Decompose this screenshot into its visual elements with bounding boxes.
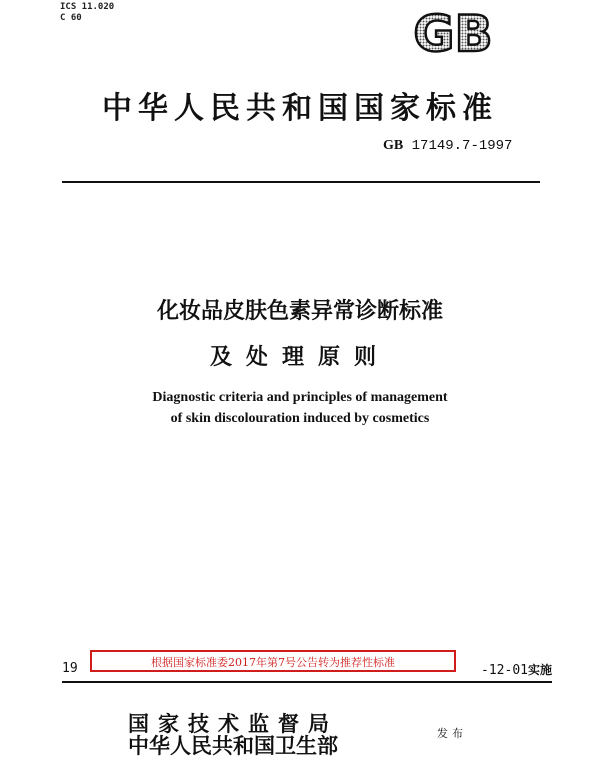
ccs-code: C 60: [60, 13, 82, 23]
implementation-date: [481, 661, 552, 678]
issuer-technical-supervision: 国家技术监督局: [128, 711, 338, 736]
standard-number: [383, 138, 512, 154]
english-title-line2: of skin discolouration induced by cosmetics: [170, 411, 430, 426]
bottom-divider: [62, 681, 552, 683]
english-title-line1: Diagnostic criteria and principles of management: [152, 390, 448, 405]
publish-label: 发布: [437, 727, 467, 740]
standard-prefix: GB: [383, 138, 404, 153]
top-divider: [62, 181, 540, 183]
standard-number-value: 17149.7-1997: [411, 138, 513, 154]
implementation-label: 实施: [527, 663, 552, 677]
ics-code: ICS 11.020: [60, 2, 115, 12]
implementation-date-value: -12-01: [481, 663, 528, 678]
issue-date: 19: [62, 661, 78, 676]
classification-codes: [60, 2, 114, 24]
chinese-title-line2: 及处理原则: [209, 345, 390, 370]
national-standard-title: 中华人民共和国国家标准: [102, 91, 498, 126]
issuer-ministry-of-health: 中华人民共和国卫生部: [128, 733, 338, 758]
gb-logo: [398, 8, 508, 56]
recommended-standard-notice: 根据国家标准委2017年第7号公告转为推荐性标准: [90, 650, 456, 672]
chinese-title-line1: 化妆品皮肤色素异常诊断标准: [156, 299, 443, 324]
gb-logo-text: GB: [413, 8, 493, 56]
